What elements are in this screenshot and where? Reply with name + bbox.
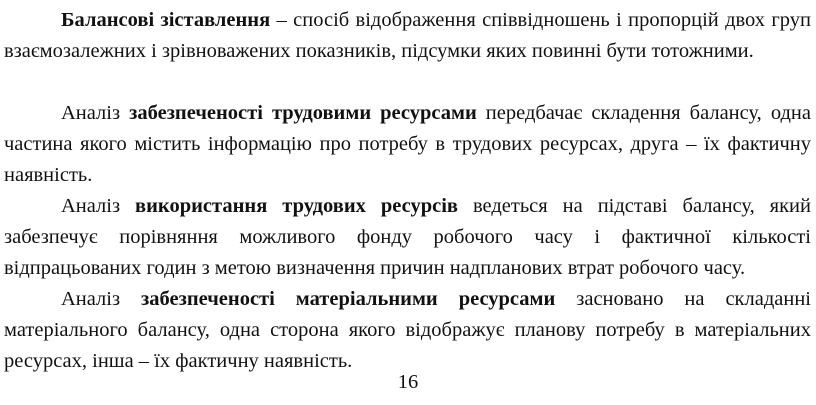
paragraph-balance-comparisons — [4, 5, 811, 67]
paragraph-material-supply — [4, 284, 811, 377]
paragraph-labor-usage — [4, 191, 811, 284]
paragraph-text: ведеться на підставі балансу, який забезпечує порівняння можливого фонду робочого часу і фактичної кількості відпрацьованих годин з метою визначення причин надпланових втрат робочого часу. — [4, 195, 811, 279]
page-number: 16 — [397, 371, 419, 393]
bold-term: Балансові зіставлення — [61, 9, 271, 31]
paragraph-text: – спосіб відображення співвідношень і пропорцій двох груп взаємозалежних і зрівноважених показників, підсумки яких повинні бути тотожними. — [4, 9, 811, 62]
bold-term: забезпеченості матеріальними ресурсами — [141, 288, 556, 310]
paragraph-lead: Аналіз — [61, 288, 142, 310]
bold-term: використання трудових ресурсів — [135, 195, 458, 217]
paragraph-labor-supply — [4, 98, 811, 191]
bold-term: забезпеченості трудовими ресурсами — [129, 102, 477, 124]
paragraph-text: передбачає складення балансу, одна частина якого містить інформацію про потребу в трудових ресурсах, друга – їх фактичну наявність. — [4, 102, 812, 186]
paragraph-text: засновано на складанні матеріального балансу, одна сторона якого відображує планову потребу в матеріальних ресурсах, інша – їх фактичну наявність. — [4, 288, 812, 372]
paragraph-lead: Аналіз — [61, 102, 130, 124]
paragraph-lead: Аналіз — [61, 195, 136, 217]
